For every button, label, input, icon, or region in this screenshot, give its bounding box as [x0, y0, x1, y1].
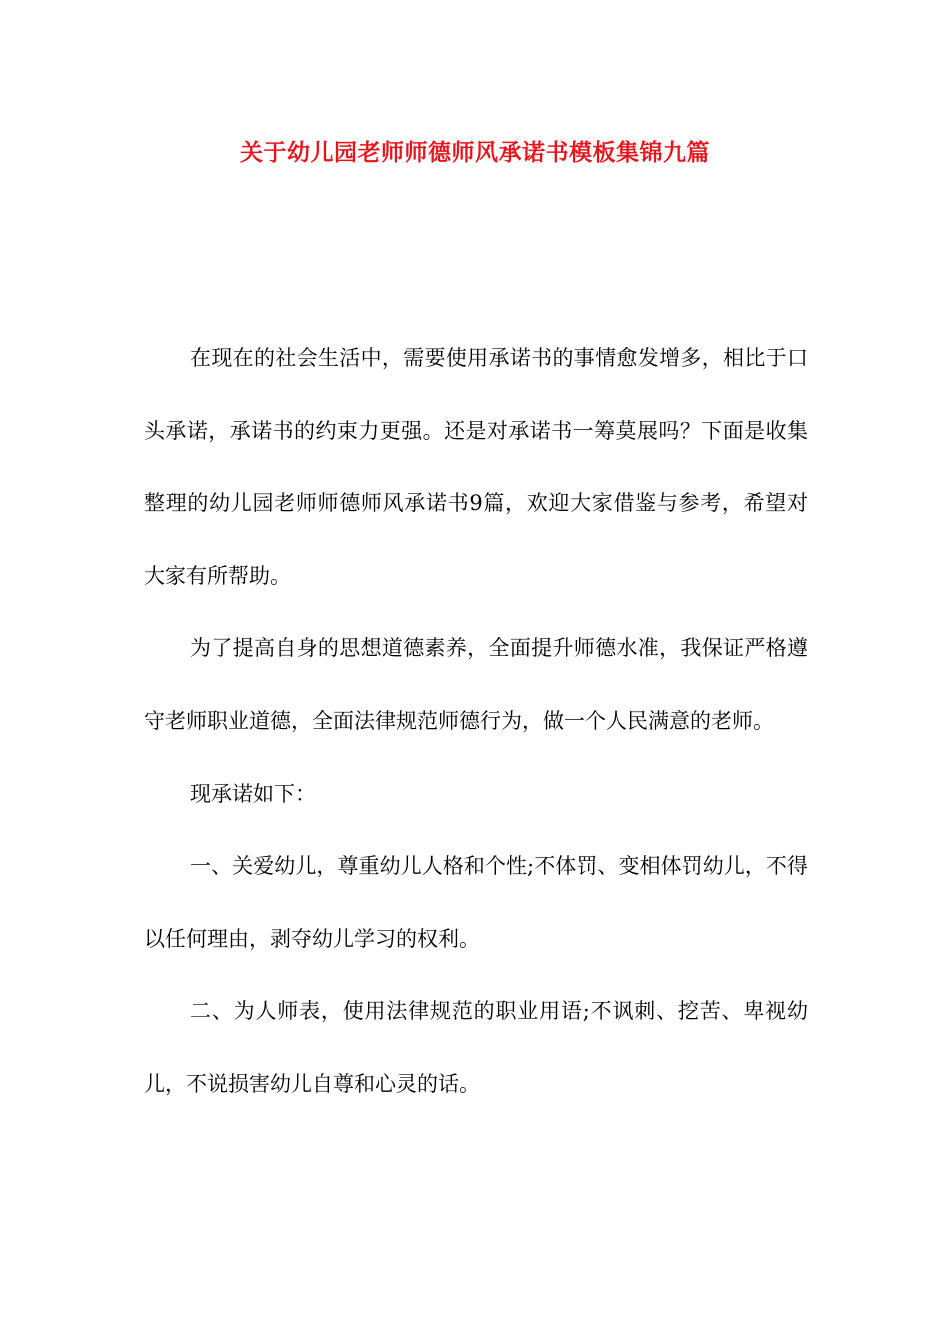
- commitment-heading: 现承诺如下：: [190, 781, 316, 806]
- document-body: [144, 322, 808, 1121]
- commitment-item-1: 一、关爱幼儿，尊重幼儿人格和个性;不体罚、变相体罚幼儿，不得以任何理由，剥夺幼儿学习的权利。: [144, 854, 808, 951]
- pledge-paragraph: 为了提高自身的思想道德素养，全面提升师德水准，我保证严格遵守老师职业道德，全面法律规范师德行为，做一个人民满意的老师。: [144, 636, 808, 733]
- intro-paragraph: 在现在的社会生活中，需要使用承诺书的事情愈发增多，相比于口头承诺，承诺书的约束力更强。还是对承诺书一筹莫展吗？下面是收集整理的幼儿园老师师德师风承诺书9篇，欢迎大家借鉴与参考，希望对大家有所帮助。: [144, 346, 808, 588]
- commitment-item-2: 二、为人师表，使用法律规范的职业用语;不讽刺、挖苦、卑视幼儿，不说损害幼儿自尊和心灵的话。: [144, 999, 808, 1096]
- document-title: 关于幼儿园老师师德师风承诺书模板集锦九篇: [240, 139, 710, 166]
